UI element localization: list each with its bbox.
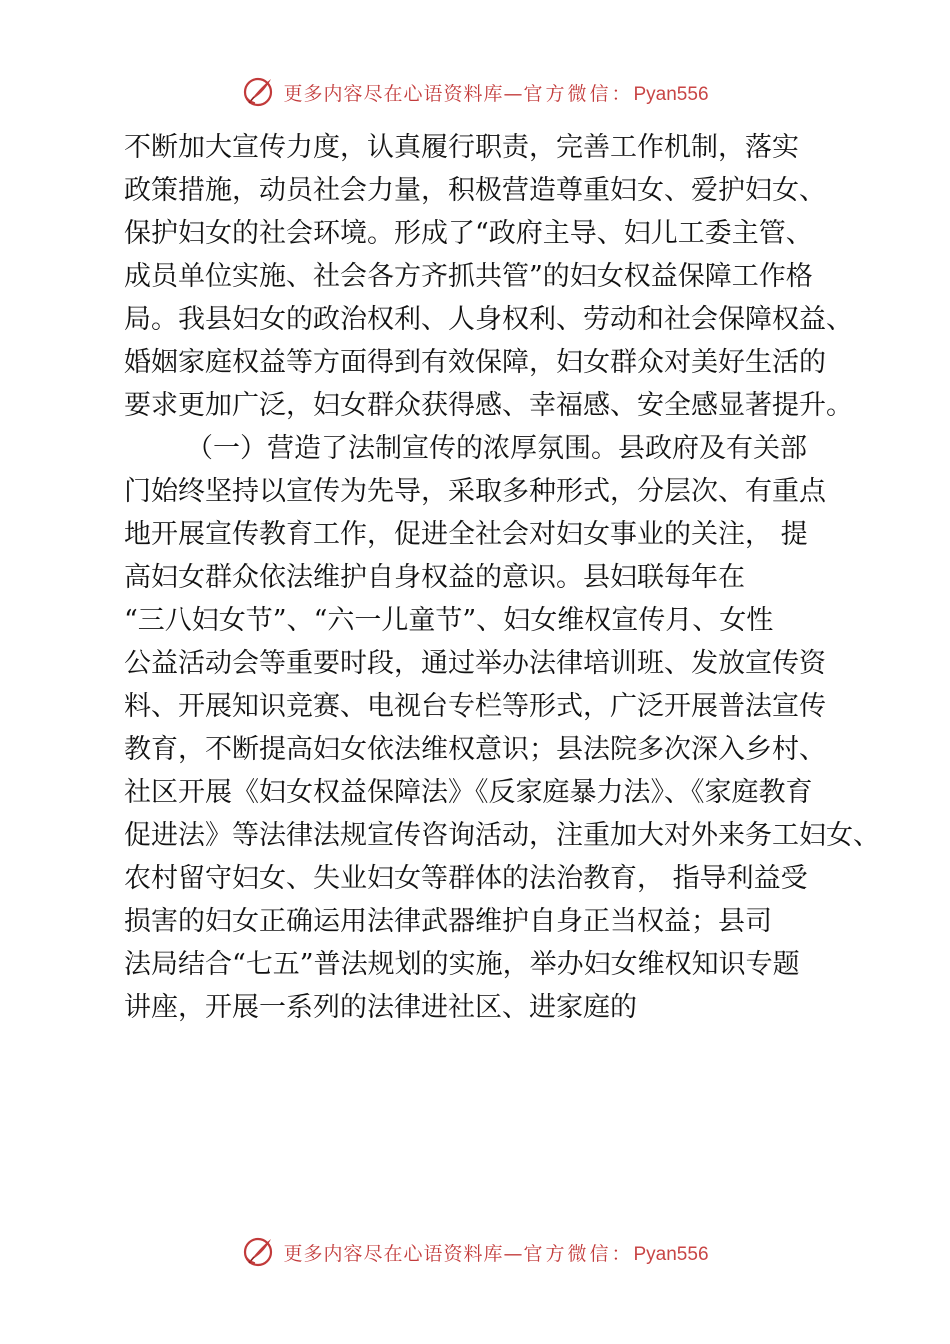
footer-banner (0, 1232, 950, 1272)
text-line: 要求更加广泛，妇女群众获得感、幸福感、安全感显著提升。 (124, 390, 853, 421)
text-line: 保护妇女的社会环境。形成了“政府主导、妇儿工委主管、 (124, 218, 813, 249)
text-line: 促进法》等法律法规宣传咨询活动，注重加大对外来务工妇女、 (124, 820, 880, 851)
text-line: 政策措施，动员社会力量，积极营造尊重妇女、爱护妇女、 (124, 175, 826, 206)
text-line: 公益活动会等重要时段，通过举办法律培训班、发放宣传资 (124, 648, 826, 679)
document-body (124, 126, 880, 1029)
text-line: 成员单位实施、社会各方齐抓共管”的妇女权益保障工作格 (124, 261, 813, 292)
text-line: 农村留守妇女、失业妇女等群体的法治教育， 指导利益受 (124, 863, 808, 894)
text-line: 讲座，开展一系列的法律进社区、进家庭的 (124, 992, 637, 1023)
text-line: 教育，不断提高妇女依法维权意识；县法院多次深入乡村、 (124, 734, 826, 765)
quill-pen-logo-icon (241, 75, 275, 109)
text-line: 损害的妇女正确运用法律武器维护自身正当权益；县司 (124, 906, 772, 937)
quill-pen-logo-icon (241, 1235, 275, 1269)
text-line: 不断加大宣传力度，认真履行职责，完善工作机制，落实 (124, 132, 799, 163)
text-line: 局。我县妇女的政治权利、人身权利、劳动和社会保障权益、 (124, 304, 853, 335)
banner-slogan: 更多内容尽在心语资料库— (283, 82, 524, 105)
text-line: 社区开展《妇女权益保障法》《反家庭暴力法》、《家庭教育 (124, 777, 813, 808)
banner-slogan: 更多内容尽在心语资料库— (283, 1242, 524, 1265)
wechat-id: Pyan556 (633, 1243, 709, 1265)
banner-text (283, 1239, 708, 1266)
text-line: 料、开展知识竞赛、电视台专栏等形式，广泛开展普法宣传 (124, 691, 826, 722)
text-line: 门始终坚持以宣传为先导，采取多种形式，分层次、有重点 (124, 476, 826, 507)
header-banner (0, 72, 950, 112)
wechat-id: Pyan556 (633, 83, 709, 105)
text-line: 法局结合“七五”普法规划的实施，举办妇女维权知识专题 (124, 949, 800, 980)
text-line: 高妇女群众依法维护自身权益的意识。县妇联每年在 (124, 562, 745, 593)
banner-text (283, 79, 708, 106)
text-line: 地开展宣传教育工作，促进全社会对妇女事业的关注， 提 (124, 519, 808, 550)
text-line: 婚姻家庭权益等方面得到有效保障，妇女群众对美好生活的 (124, 347, 826, 378)
wechat-label: 官方微信： (523, 82, 634, 105)
wechat-label: 官方微信： (523, 1242, 634, 1265)
text-line: “三八妇女节”、“六一儿童节”、妇女维权宣传月、女性 (124, 605, 774, 636)
section-heading-line: （一）营造了法制宣传的浓厚氛围。县政府及有关部 (186, 433, 807, 464)
